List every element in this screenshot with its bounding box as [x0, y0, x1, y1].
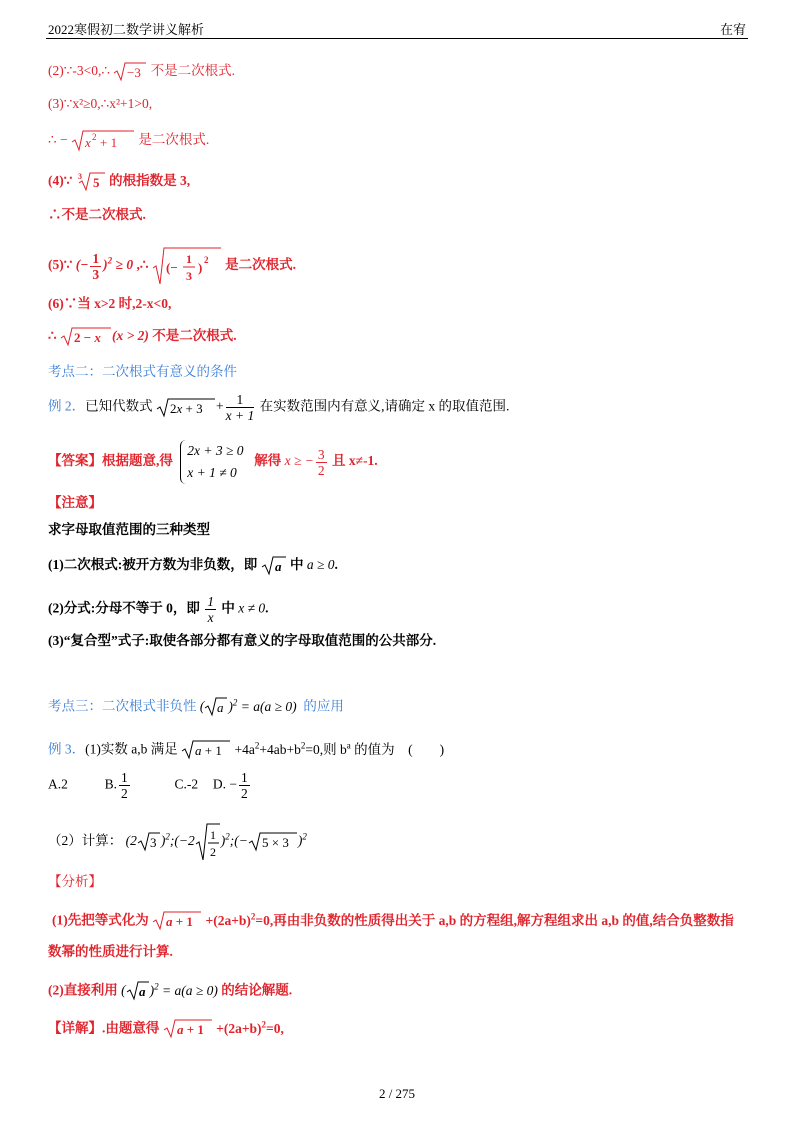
example-text-2: $+4a^2+4ab+b^2=0$,则 $b^a$ 的值为 ( ) — [234, 740, 445, 757]
note-text: (2)分式:分母不等于 0，即 — [48, 600, 200, 616]
svg-text:2x + 3: 2x + 3 — [170, 400, 203, 416]
radical-half — [195, 822, 221, 862]
x-geq: x ≥ − — [284, 453, 314, 469]
period: . — [334, 557, 338, 573]
analysis-text-2: $+(2a+b)^2=0$,再由非负数的性质得出关于 a,b 的方程组,解方程组求出 a,b 的值,结合负整数指 — [205, 911, 734, 928]
math-cond: (2)∵-3<0,∴ — [48, 63, 110, 79]
header-title: 2022寒假初二数学讲义解析 — [48, 22, 205, 37]
radical-a-plus-1 — [181, 739, 231, 761]
svg-text:5 × 3: 5 × 3 — [261, 835, 289, 850]
svg-text:a + 1: a + 1 — [166, 914, 194, 930]
radical-x2-plus-1 — [71, 129, 135, 153]
therefore: ,∴ — [136, 257, 149, 273]
note-text: (1)二次根式:被开方数为非负数，即 — [48, 557, 258, 573]
svg-text:3: 3 — [185, 269, 192, 283]
therefore: ∴ − — [48, 132, 68, 148]
page-number: 2 / 275 — [378, 1086, 416, 1101]
analysis-1 — [52, 906, 734, 932]
solution-line-3b — [48, 129, 209, 153]
fraction-3-2: $\frac{3}{2}$ — [317, 446, 325, 478]
svg-text:3: 3 — [149, 835, 157, 850]
analysis-text-2: 的结论解题. — [221, 982, 293, 998]
fraction-half-neg: $\frac{1}{2}$ — [241, 770, 248, 801]
note-title — [48, 520, 210, 540]
analysis-text: (1)先把等式化为 — [52, 912, 149, 928]
radical-a-plus-1-b — [152, 910, 202, 932]
radical-a-formula — [204, 696, 228, 718]
svg-text:1: 1 — [185, 252, 192, 266]
root-index-text: 的根指数是 3, — [109, 173, 191, 189]
math-result: 不是二次根式. — [152, 328, 237, 344]
svg-text:3: 3 — [77, 172, 82, 181]
radical-3 — [137, 831, 161, 853]
solution-line-3a — [48, 94, 152, 114]
radical-one-third-squared — [152, 246, 222, 286]
svg-text:+ 1: + 1 — [99, 135, 118, 150]
example-2 — [48, 392, 509, 423]
section-title-3 — [48, 692, 344, 718]
line-text: 【分析】 — [48, 874, 102, 889]
solution-line-4b — [48, 205, 146, 225]
because: (5)∵ — [48, 257, 73, 273]
solution-line-2 — [48, 61, 235, 83]
cube-root-5 — [76, 171, 106, 193]
svg-text:5: 5 — [92, 175, 100, 190]
solution-line-5 — [48, 246, 296, 286]
example-3-1 — [48, 735, 444, 761]
radical-2-minus-x — [60, 326, 112, 348]
example-label: 例 2． — [48, 398, 86, 414]
fraction-half: $\frac{1}{2}$ — [121, 770, 128, 801]
note-item-3 — [48, 631, 436, 651]
svg-text:2: 2 — [203, 255, 209, 265]
note-item-2 — [48, 594, 269, 625]
radical-neg3 — [113, 61, 147, 83]
line-text: ∴不是二次根式. — [48, 207, 146, 222]
option-a: A.2 — [48, 776, 68, 792]
option-d: D. − — [212, 776, 238, 792]
analysis-2 — [48, 976, 292, 1002]
svg-text:−3: −3 — [127, 65, 142, 80]
period: . — [265, 600, 269, 616]
formula-rest: )$^2$ = a(a ≥ 0) — [228, 697, 297, 714]
svg-text:2: 2 — [91, 132, 97, 142]
option-b: B. — [104, 776, 118, 792]
detail — [48, 1014, 284, 1040]
paren-close: )$^2$ ≥ 0 — [103, 255, 134, 273]
svg-text:a + 1: a + 1 — [176, 1022, 204, 1038]
line-text: 求字母取值范围的三种类型 — [48, 522, 210, 537]
therefore: ∴ — [48, 328, 57, 344]
paren-open: (− — [75, 257, 89, 273]
svg-text:x: x — [84, 135, 91, 150]
expr2-end: )$^2$;(− — [220, 831, 248, 849]
math-result: 是二次根式. — [138, 132, 210, 148]
analysis-1-cont — [48, 942, 173, 962]
note-item-1 — [48, 555, 338, 577]
svg-text:): ) — [197, 260, 203, 275]
fraction-1-over-x-plus-1: $\frac{1}{x + 1}$ — [225, 392, 255, 423]
svg-text:a: a — [138, 984, 146, 1000]
section-title-2 — [48, 362, 237, 382]
radical-a — [261, 555, 287, 577]
svg-text:a: a — [217, 700, 224, 716]
fraction-1-over-x: $\frac{1}{x}$ — [207, 594, 214, 625]
note-text-2: 中 — [221, 600, 235, 616]
formula: ( — [199, 698, 205, 714]
section-text: 考点三：二次根式非负性 — [48, 698, 197, 714]
answer-end: 且 x≠-1. — [332, 453, 378, 469]
radical-a-analysis — [126, 980, 150, 1002]
solution-line-6a — [48, 294, 171, 314]
math-result: 不是二次根式. — [150, 63, 236, 79]
analysis-text: (2)直接利用 — [48, 982, 118, 998]
radical-5x3 — [248, 831, 298, 853]
condition: (x > 2) — [111, 328, 149, 344]
because: (4)∵ — [48, 173, 73, 189]
inequality-system: 2x + 3 ≥ 0 x + 1 ≠ 0 — [180, 440, 243, 484]
line-text: (3)“复合型”式子:取使各部分都有意义的字母取值范围的公共部分. — [48, 633, 437, 648]
svg-text:1: 1 — [209, 828, 216, 842]
line-text: (6)∵当 x>2 时,2-x<0, — [48, 296, 172, 311]
formula: ( — [121, 982, 126, 998]
example-text-2: 在实数范围内有意义,请确定 x 的取值范围. — [259, 398, 510, 414]
line-text: 数幂的性质进行计算. — [48, 944, 173, 959]
radical-a-plus-1-c — [163, 1018, 213, 1040]
svg-text:2: 2 — [209, 845, 216, 859]
solve-text: 解得 — [250, 453, 282, 469]
example-label: 例 3． — [48, 741, 86, 757]
note-label — [48, 493, 102, 513]
line-text: 【注意】 — [48, 495, 102, 510]
math-result: 是二次根式. — [225, 257, 297, 273]
expr1: (2 — [125, 833, 137, 849]
analysis-label — [48, 872, 102, 892]
example-text: (1)实数 a,b 满足 — [85, 741, 178, 757]
fraction-one-third: $\frac{1}{3}$ — [92, 250, 100, 282]
answer-label: 【答案】根据题意,得 — [48, 453, 173, 469]
note-text-2: 中 — [290, 557, 304, 573]
svg-text:a + 1: a + 1 — [195, 743, 222, 759]
svg-text:2 − x: 2 − x — [73, 330, 101, 345]
plus: + — [216, 398, 224, 414]
example-3-2 — [48, 822, 307, 862]
svg-text:(−: (− — [165, 260, 178, 275]
solution-line-4a — [48, 171, 190, 193]
expr3-end: )$^2$ — [297, 831, 307, 849]
formula-rest: )$^2$ = a(a ≥ 0) — [149, 981, 218, 998]
answer-2 — [48, 440, 378, 484]
example-text: 已知代数式 — [85, 398, 153, 414]
options — [48, 770, 252, 801]
x-neq-0: x ≠ 0 — [234, 600, 266, 616]
header-rule — [46, 38, 748, 39]
header-author: 在宥 — [719, 22, 746, 37]
solution-line-6b — [48, 326, 237, 348]
detail-text: 【详解】.由题意得 — [48, 1020, 160, 1036]
compute-label: （2）计算： — [48, 833, 123, 849]
a-geq-0: a ≥ 0 — [303, 557, 335, 573]
radical-2x-plus-3 — [156, 397, 216, 419]
svg-text:a: a — [274, 559, 282, 574]
section-text-2: 的应用 — [300, 698, 344, 714]
expr1-end: )$^2$;(−2 — [160, 831, 195, 849]
line-text: (3)∵x²≥0,∴x²+1>0, — [48, 96, 153, 111]
detail-text-2: $+(2a+b)^2=0$, — [216, 1019, 284, 1036]
line-text: 考点二：二次根式有意义的条件 — [48, 364, 237, 379]
option-c: C.-2 — [174, 776, 199, 792]
